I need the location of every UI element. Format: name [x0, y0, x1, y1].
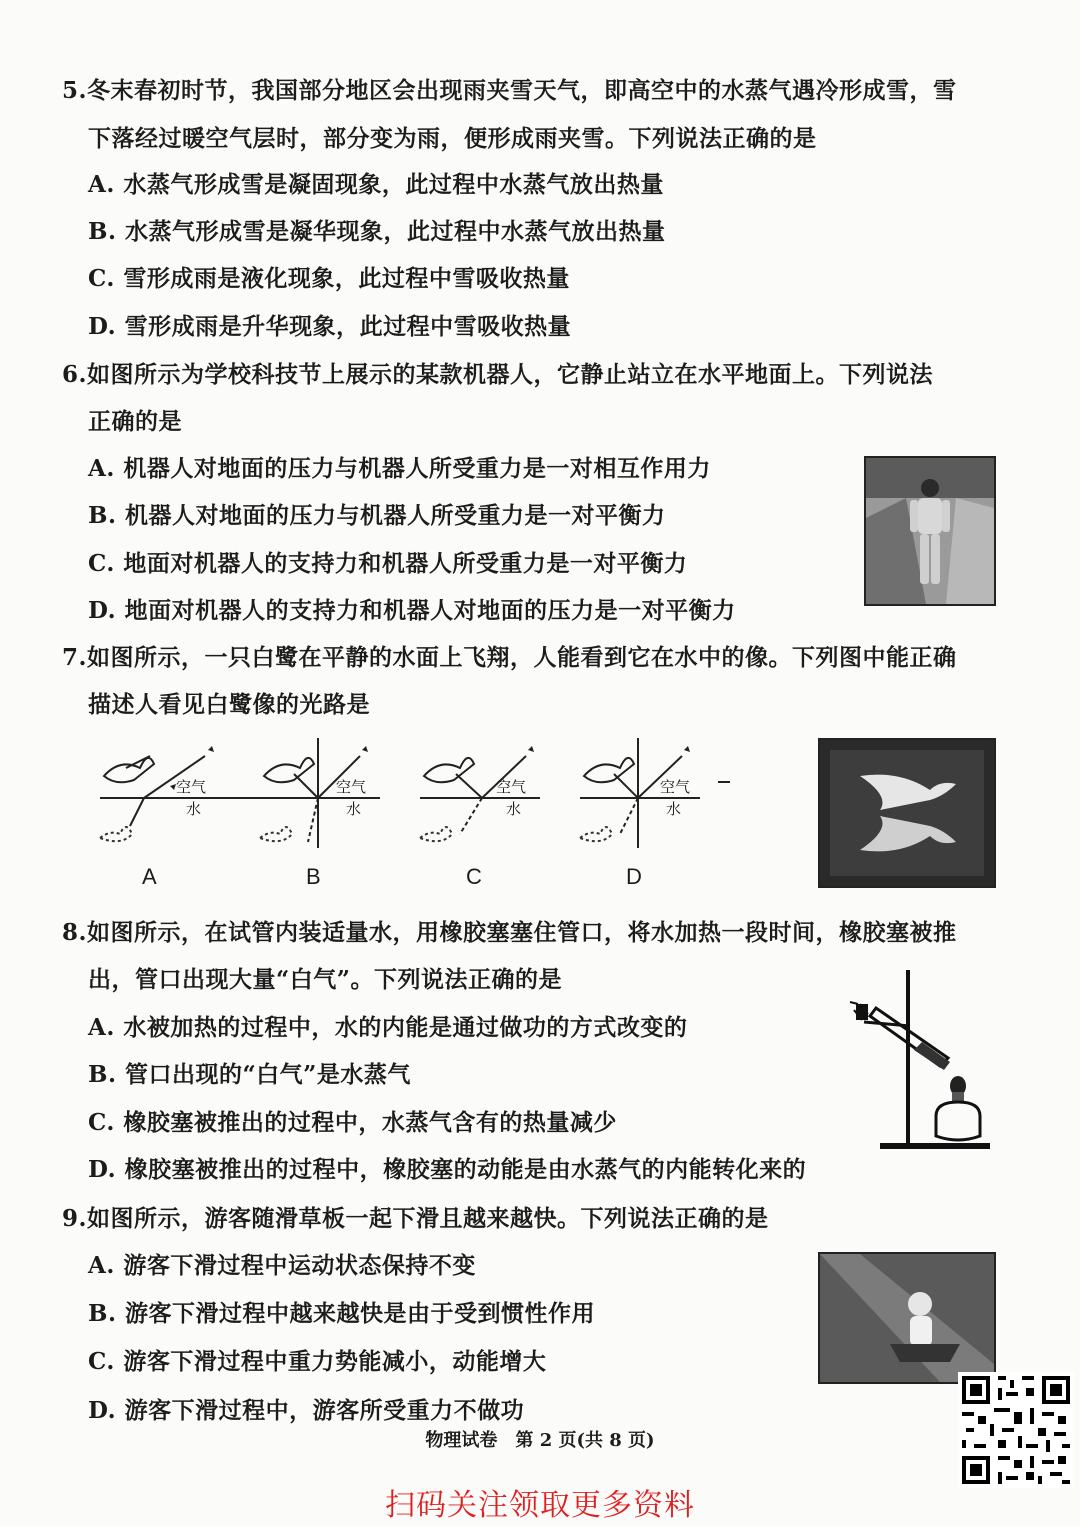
q7-stem-line1: 7.如图所示，一只白鹭在平静的水面上飞翔，人能看到它在水中的像。下列图中能正确: [62, 644, 957, 671]
diagram-label-b: B: [306, 864, 321, 889]
q9-stem-line1: 9.如图所示，游客随滑草板一起下滑且越来越快。下列说法正确的是: [62, 1205, 769, 1232]
q9-option-b: B. 游客下滑过程中越来越快是由于受到惯性作用: [88, 1300, 595, 1327]
air-label: 空气: [176, 779, 207, 796]
q5-option-c: C. 雪形成雨是液化现象，此过程中雪吸收热量: [88, 265, 570, 292]
q5-option-d: D. 雪形成雨是升华现象，此过程中雪吸收热量: [88, 313, 572, 340]
air-label: 空气: [336, 779, 367, 796]
q8-option-d: D. 橡胶塞被推出的过程中，橡胶塞的动能是由水蒸气的内能转化来的: [88, 1156, 807, 1183]
water-label: 水: [666, 801, 682, 818]
q8-option-b: B. 管口出现的“白气”是水蒸气: [88, 1061, 411, 1088]
q8-option-c: C. 橡胶塞被推出的过程中，水蒸气含有的热量减少: [88, 1109, 617, 1136]
egret-photo: [818, 738, 996, 888]
q8-stem-line1: 8.如图所示，在试管内装适量水，用橡胶塞塞住管口，将水加热一段时间，橡胶塞被推: [62, 919, 957, 946]
q6-option-c: C. 地面对机器人的支持力和机器人所受重力是一对平衡力: [88, 550, 688, 577]
q6-stem-line2: 正确的是: [88, 408, 182, 435]
q9-option-c: C. 游客下滑过程中重力势能减小，动能增大: [88, 1348, 547, 1375]
q7-diagram-a: [90, 738, 270, 889]
q5-stem-line1: 5.冬末春初时节，我国部分地区会出现雨夹雪天气，即高空中的水蒸气遇冷形成雪，雪: [62, 77, 957, 104]
water-label: 水: [506, 801, 522, 818]
grass-slide-photo: [818, 1252, 996, 1384]
q7-stem-line2: 描述人看见白鹭像的光路是: [88, 691, 370, 718]
q7-diagram-d: [570, 738, 750, 889]
diagram-label-d: D: [626, 864, 642, 889]
q9-option-d: D. 游客下滑过程中，游客所受重力不做功: [88, 1397, 525, 1424]
water-label: 水: [186, 801, 202, 818]
q8-option-a: A. 水被加热的过程中，水的内能是通过做功的方式改变的: [88, 1014, 688, 1041]
q7-diagram-c: [410, 738, 590, 889]
promo-banner: 扫码关注领取更多资料: [385, 1488, 695, 1523]
page-footer: 物理试卷 第 2 页(共 8 页): [425, 1430, 655, 1451]
q6-option-a: A. 机器人对地面的压力与机器人所受重力是一对相互作用力: [88, 455, 711, 482]
q6-option-d: D. 地面对机器人的支持力和机器人对地面的压力是一对平衡力: [88, 597, 736, 624]
q6-stem-line1: 6.如图所示为学校科技节上展示的某款机器人，它静止站立在水平地面上。下列说法: [62, 361, 934, 388]
q5-option-a: A. 水蒸气形成雪是凝固现象，此过程中水蒸气放出热量: [88, 171, 664, 198]
qr-code: [958, 1372, 1074, 1488]
q7-diagram-b: [250, 738, 430, 889]
air-label: 空气: [496, 779, 527, 796]
diagram-label-a: A: [142, 864, 157, 889]
water-label: 水: [346, 801, 362, 818]
q9-option-a: A. 游客下滑过程中运动状态保持不变: [88, 1252, 476, 1279]
q6-option-b: B. 机器人对地面的压力与机器人所受重力是一对平衡力: [88, 502, 666, 529]
test-tube-apparatus: [840, 966, 1000, 1156]
air-label: 空气: [660, 779, 691, 796]
q8-stem-line2: 出，管口出现大量“白气”。下列说法正确的是: [88, 966, 562, 993]
q5-option-b: B. 水蒸气形成雪是凝华现象，此过程中水蒸气放出热量: [88, 218, 666, 245]
robot-photo: [864, 456, 996, 606]
diagram-label-c: C: [466, 864, 482, 889]
q5-stem-line2: 下落经过暖空气层时，部分变为雨，便形成雨夹雪。下列说法正确的是: [88, 125, 817, 152]
